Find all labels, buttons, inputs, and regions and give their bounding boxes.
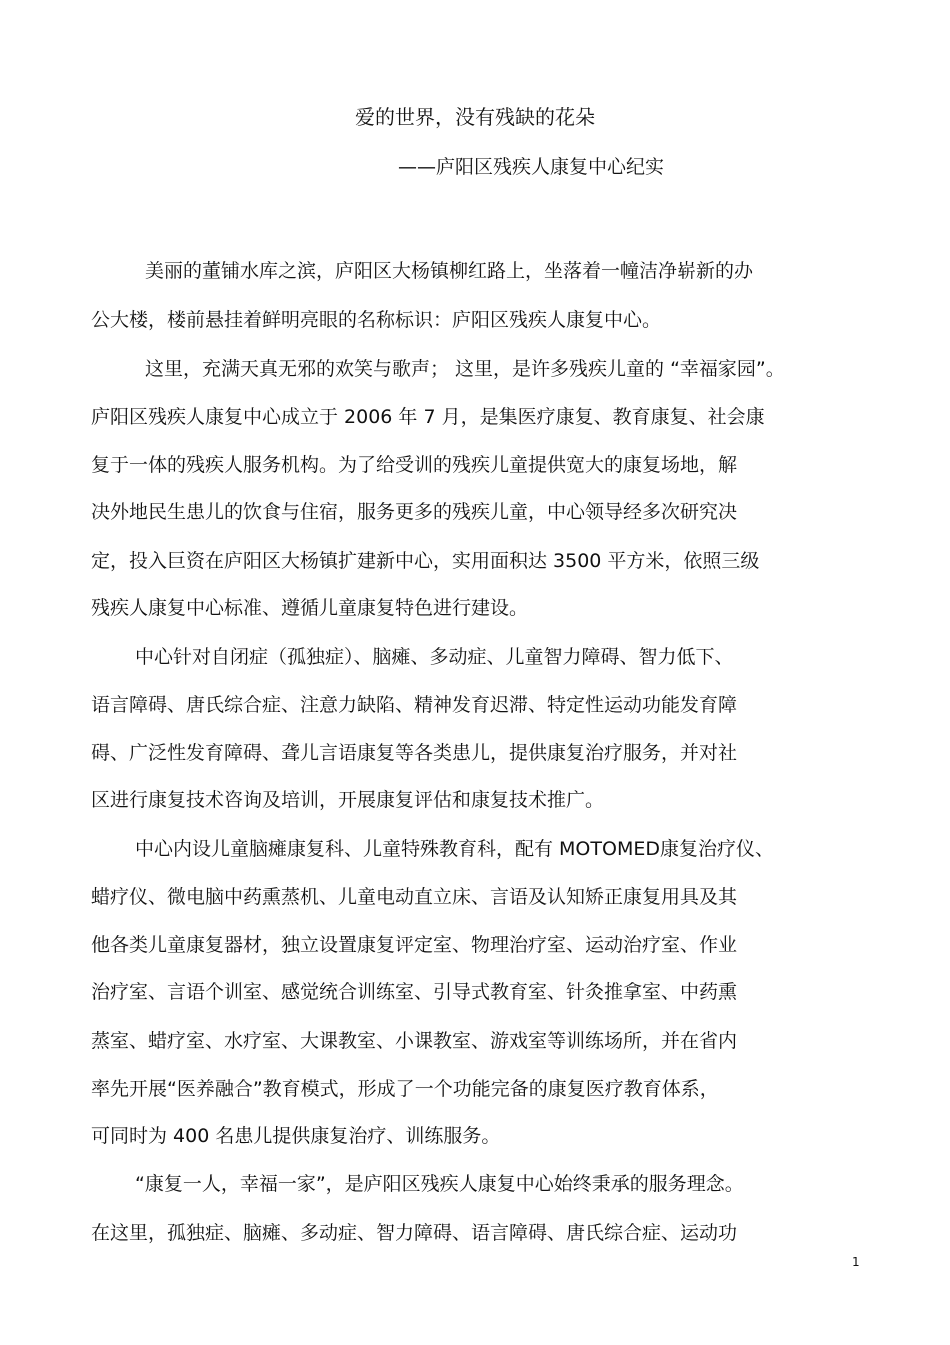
body-line: 这里，充满天真无邪的欢笑与歌声； 这里，是许多残疾儿童的 “幸福家园”。 [145,358,785,380]
body-line: 残疾人康复中心标准、遵循儿童康复特色进行建设。 [91,597,529,619]
body-line: 美丽的董铺水库之滨，庐阳区大杨镇柳红路上，坐落着一幢洁净崭新的办 [145,260,754,282]
body-line: 庐阳区残疾人康复中心成立于 2006 年 7 月，是集医疗康复、教育康复、社会康 [91,406,765,428]
body-line: 定，投入巨资在庐阳区大杨镇扩建新中心，实用面积达 3500 平方米，依照三级 [91,550,760,572]
body-line: 在这里，孤独症、脑瘫、多动症、智力障碍、语言障碍、唐氏综合症、运动功 [91,1222,738,1244]
body-line: 中心针对自闭症（孤独症）、脑瘫、多动症、儿童智力障碍、智力低下、 [135,646,734,668]
body-line: 区进行康复技术咨询及培训，开展康复评估和康复技术推广。 [91,789,605,811]
body-line: 治疗室、言语个训室、感觉统合训练室、引导式教育室、针灸推拿室、中药熏 [91,981,738,1003]
body-line: 复于一体的残疾人服务机构。为了给受训的残疾儿童提供宽大的康复场地，解 [91,454,738,476]
body-line: 他各类儿童康复器材，独立设置康复评定室、物理治疗室、运动治疗室、作业 [91,934,738,956]
body-line: 决外地民生患儿的饮食与住宿，服务更多的残疾儿童，中心领导经多次研究决 [91,501,738,523]
body-line: 蜡疗仪、微电脑中药熏蒸机、儿童电动直立床、言语及认知矫正康复用具及其 [91,886,738,908]
body-line: 可同时为 400 名患儿提供康复治疗、训练服务。 [91,1125,501,1147]
document-subtitle: ——庐阳区残疾人康复中心纪实 [398,156,665,178]
body-line: 蒸室、蜡疗室、水疗室、大课教室、小课教室、游戏室等训练场所，并在省内 [91,1030,738,1052]
body-line: 语言障碍、唐氏综合症、注意力缺陷、精神发育迟滞、特定性运动功能发育障 [91,694,738,716]
document-title: 爱的世界，没有残缺的花朵 [355,105,595,129]
body-line: 率先开展“医养融合”教育模式，形成了一个功能完备的康复医疗教育体系， [91,1078,719,1100]
body-line: “康复一人，幸福一家”，是庐阳区残疾人康复中心始终秉承的服务理念。 [135,1173,744,1195]
body-line: 碍、广泛性发育障碍、聋儿言语康复等各类患儿，提供康复治疗服务，并对社 [91,742,738,764]
body-line: 中心内设儿童脑瘫康复科、儿童特殊教育科，配有 MOTOMED康复治疗仪、 [135,838,774,860]
body-line: 公大楼，楼前悬挂着鲜明亮眼的名称标识：庐阳区残疾人康复中心。 [91,309,662,331]
page-number: 1 [852,1255,860,1269]
